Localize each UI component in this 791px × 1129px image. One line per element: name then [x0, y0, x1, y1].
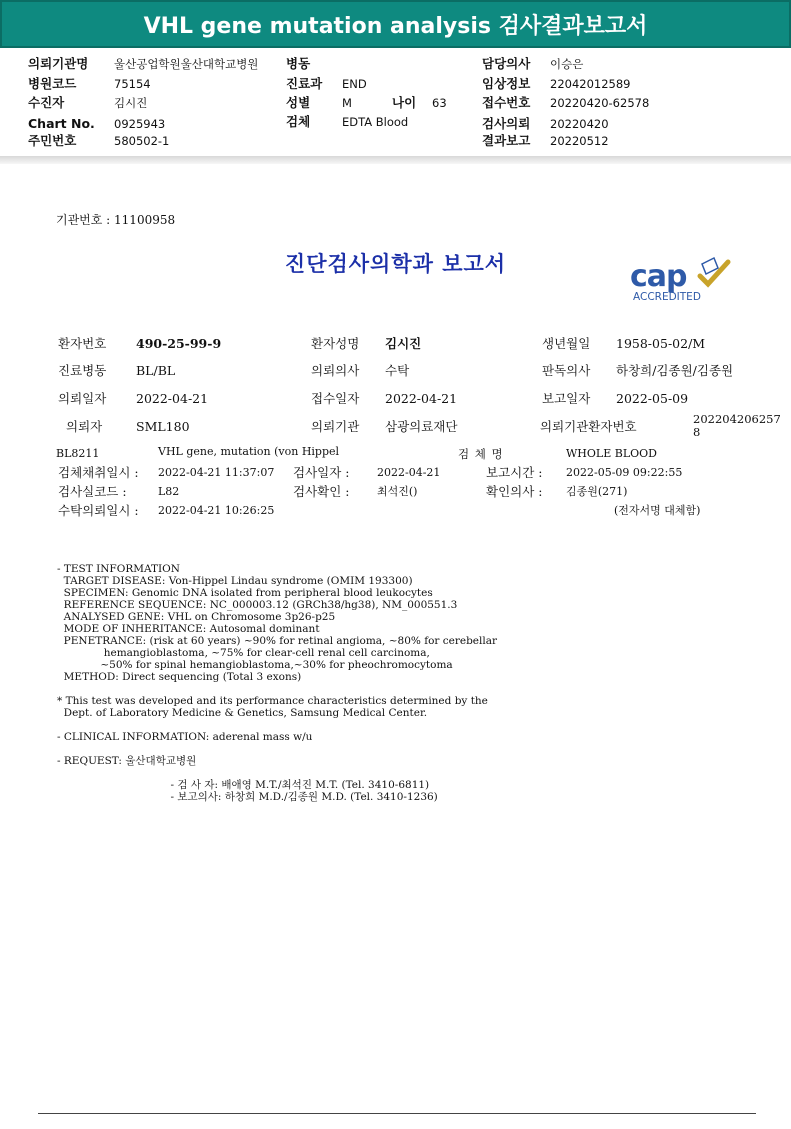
field-value-resident-no: 580502-1 — [114, 134, 170, 148]
field-value-receipt-no: 20220420-62578 — [550, 96, 650, 110]
body-line — [57, 743, 497, 755]
info-value-patient-name: 김시진 — [385, 336, 422, 351]
field-value-request-date: 20220420 — [550, 117, 609, 131]
body-line: hemangioblastoma, ~75% for clear-cell renal cell carcinoma, — [57, 647, 430, 659]
body-line — [57, 719, 497, 731]
body-line: METHOD: Direct sequencing (Total 3 exons) — [57, 671, 302, 683]
info-label-patient-no: 환자번호 — [58, 336, 107, 351]
field-value-department: END — [342, 77, 367, 91]
body-line: Dept. of Laboratory Medicine & Genetics, Samsung Medical Center. — [57, 707, 428, 719]
field-label-specimen: 검체 — [286, 114, 311, 129]
field-value-patient: 김시진 — [114, 96, 148, 110]
info-label-ward: 진료병동 — [58, 363, 107, 378]
body-line: ANALYSED GENE: VHL on Chromosome 3p26-p25 — [57, 611, 336, 623]
field-label-clinical-info: 임상정보 — [482, 76, 531, 91]
body-line: * This test was developed and its performance characteristics determined by the — [57, 695, 488, 707]
info-value-institution-patient-no: 202204206257 — [693, 412, 781, 426]
field-value-report-date: 20220512 — [550, 134, 609, 148]
body-line: REFERENCE SEQUENCE: NC_000003.12 (GRCh38/hg38), NM_000551.3 — [57, 599, 458, 611]
body-line: - 보고의사: 하창희 M.D./김종원 M.D. (Tel. 3410-1236) — [57, 791, 438, 803]
info-label-requesting-doctor: 의뢰의사 — [311, 363, 360, 378]
header-divider — [0, 156, 791, 164]
field-label-patient: 수진자 — [28, 95, 65, 110]
field-label-age: 나이 — [392, 95, 417, 110]
info-value-ward: BL/BL — [136, 363, 176, 378]
row-value-test-date: 2022-04-21 — [377, 466, 441, 479]
cap-accredited-logo — [628, 256, 736, 304]
field-label-receipt-no: 접수번호 — [482, 95, 531, 110]
row-label-confirming-doctor: 확인의사 : — [486, 484, 543, 499]
report-title-bar — [0, 0, 791, 48]
body-line: - TEST INFORMATION — [57, 563, 180, 575]
field-label-sex: 성별 — [286, 95, 311, 110]
report-main-title: 진단검사의학과 보고서 — [284, 252, 507, 276]
field-value-age: 63 — [432, 96, 447, 110]
info-label-receipt-date: 접수일자 — [311, 391, 360, 406]
row-label-test-date: 검사일자 : — [293, 465, 350, 480]
body-line: SPECIMEN: Genomic DNA isolated from peripheral blood leukocytes — [57, 587, 433, 599]
row-value-report-time: 2022-05-09 09:22:55 — [566, 466, 683, 479]
body-line: PENETRANCE: (risk at 60 years) ~90% for retinal angioma, ~80% for cerebellar — [57, 635, 498, 647]
test-name: VHL gene, mutation (von Hippel — [158, 445, 340, 458]
field-label-department: 진료과 — [286, 76, 323, 91]
body-line: - REQUEST: 울산대학교병원 — [57, 755, 197, 767]
info-label-patient-name: 환자성명 — [311, 336, 360, 351]
field-label-hospital-code: 병원코드 — [28, 76, 77, 91]
info-value-receipt-date: 2022-04-21 — [385, 391, 458, 406]
body-line: - 검 사 자: 배애영 M.T./최석진 M.T. (Tel. 3410-6811) — [57, 779, 430, 791]
body-line — [57, 683, 497, 695]
info-label-reading-doctor: 판독의사 — [542, 363, 591, 378]
field-value-clinical-info: 22042012589 — [550, 77, 631, 91]
info-value-requester: SML180 — [136, 419, 190, 434]
info-label-requester: 의뢰자 — [66, 419, 103, 434]
row-label-collection-time: 검체채취일시 : — [58, 465, 139, 480]
info-value-reading-doctor: 하창희/김종원/김종원 — [616, 363, 734, 378]
test-information-body — [57, 563, 497, 803]
row-value-collection-time: 2022-04-21 11:37:07 — [158, 466, 275, 479]
test-code: BL8211 — [56, 447, 100, 460]
field-label-chart-no: Chart No. — [28, 116, 95, 131]
row-value-confirming-doctor: 김종원(271) — [566, 485, 628, 498]
info-value-request-date: 2022-04-21 — [136, 391, 209, 406]
specimen-value: WHOLE BLOOD — [566, 447, 657, 460]
info-label-institution-patient-no: 의뢰기관환자번호 — [540, 419, 637, 434]
svg-text:ACCREDITED: ACCREDITED — [633, 291, 701, 303]
info-value-requesting-institution: 삼광의료재단 — [385, 419, 458, 434]
institution-number: 기관번호 : 11100958 — [56, 213, 176, 227]
field-value-institution: 울산공업학원울산대학교병원 — [114, 57, 259, 71]
field-value-chart-no: 0925943 — [114, 117, 166, 131]
row-label-lab-code: 검사실코드 : — [58, 484, 127, 499]
info-value-report-date: 2022-05-09 — [616, 391, 689, 406]
report-title: VHL gene mutation analysis 검사결과보고서 — [143, 13, 648, 39]
field-label-doctor: 담당의사 — [482, 56, 531, 71]
body-line: ~50% for spinal hemangioblastoma,~30% for pheochromocytoma — [57, 659, 453, 671]
info-value-institution-patient-no-suffix: 8 — [693, 425, 701, 439]
field-label-ward: 병동 — [286, 56, 311, 71]
signature-note: (전자서명 대체함) — [614, 504, 701, 517]
body-line: TARGET DISEASE: Von-Hippel Lindau syndrome (OMIM 193300) — [57, 575, 413, 587]
body-line: MODE OF INHERITANCE: Autosomal dominant — [57, 623, 320, 635]
specimen-label: 검 체 명 — [458, 447, 504, 461]
field-value-hospital-code: 75154 — [114, 77, 151, 91]
info-label-birthdate: 생년월일 — [542, 336, 591, 351]
body-line: - CLINICAL INFORMATION: aderenal mass w/u — [57, 731, 313, 743]
row-label-test-check: 검사확인 : — [293, 484, 350, 499]
row-label-report-time: 보고시간 : — [486, 465, 543, 480]
footer-divider — [38, 1113, 756, 1114]
info-value-birthdate: 1958-05-02/M — [616, 336, 706, 351]
row-value-test-check: 최석진() — [377, 485, 418, 498]
field-label-report-date: 결과보고 — [482, 133, 531, 148]
info-value-requesting-doctor: 수탁 — [385, 363, 410, 378]
field-value-sex: M — [342, 96, 352, 110]
info-value-patient-no: 490-25-99-9 — [136, 336, 222, 351]
field-label-resident-no: 주민번호 — [28, 133, 77, 148]
info-label-request-date: 의뢰일자 — [58, 391, 107, 406]
field-label-request-date: 검사의뢰 — [482, 116, 531, 131]
field-value-specimen: EDTA Blood — [342, 115, 409, 129]
field-value-doctor: 이승은 — [550, 57, 584, 71]
row-value-lab-code: L82 — [158, 485, 180, 498]
field-label-institution: 의뢰기관명 — [28, 56, 89, 71]
info-label-requesting-institution: 의뢰기관 — [311, 419, 360, 434]
row-value-consignment-time: 2022-04-21 10:26:25 — [158, 504, 275, 517]
info-label-report-date: 보고일자 — [542, 391, 591, 406]
body-line — [57, 767, 497, 779]
svg-text:cap: cap — [630, 259, 687, 294]
row-label-consignment-time: 수탁의뢰일시 : — [58, 503, 139, 518]
